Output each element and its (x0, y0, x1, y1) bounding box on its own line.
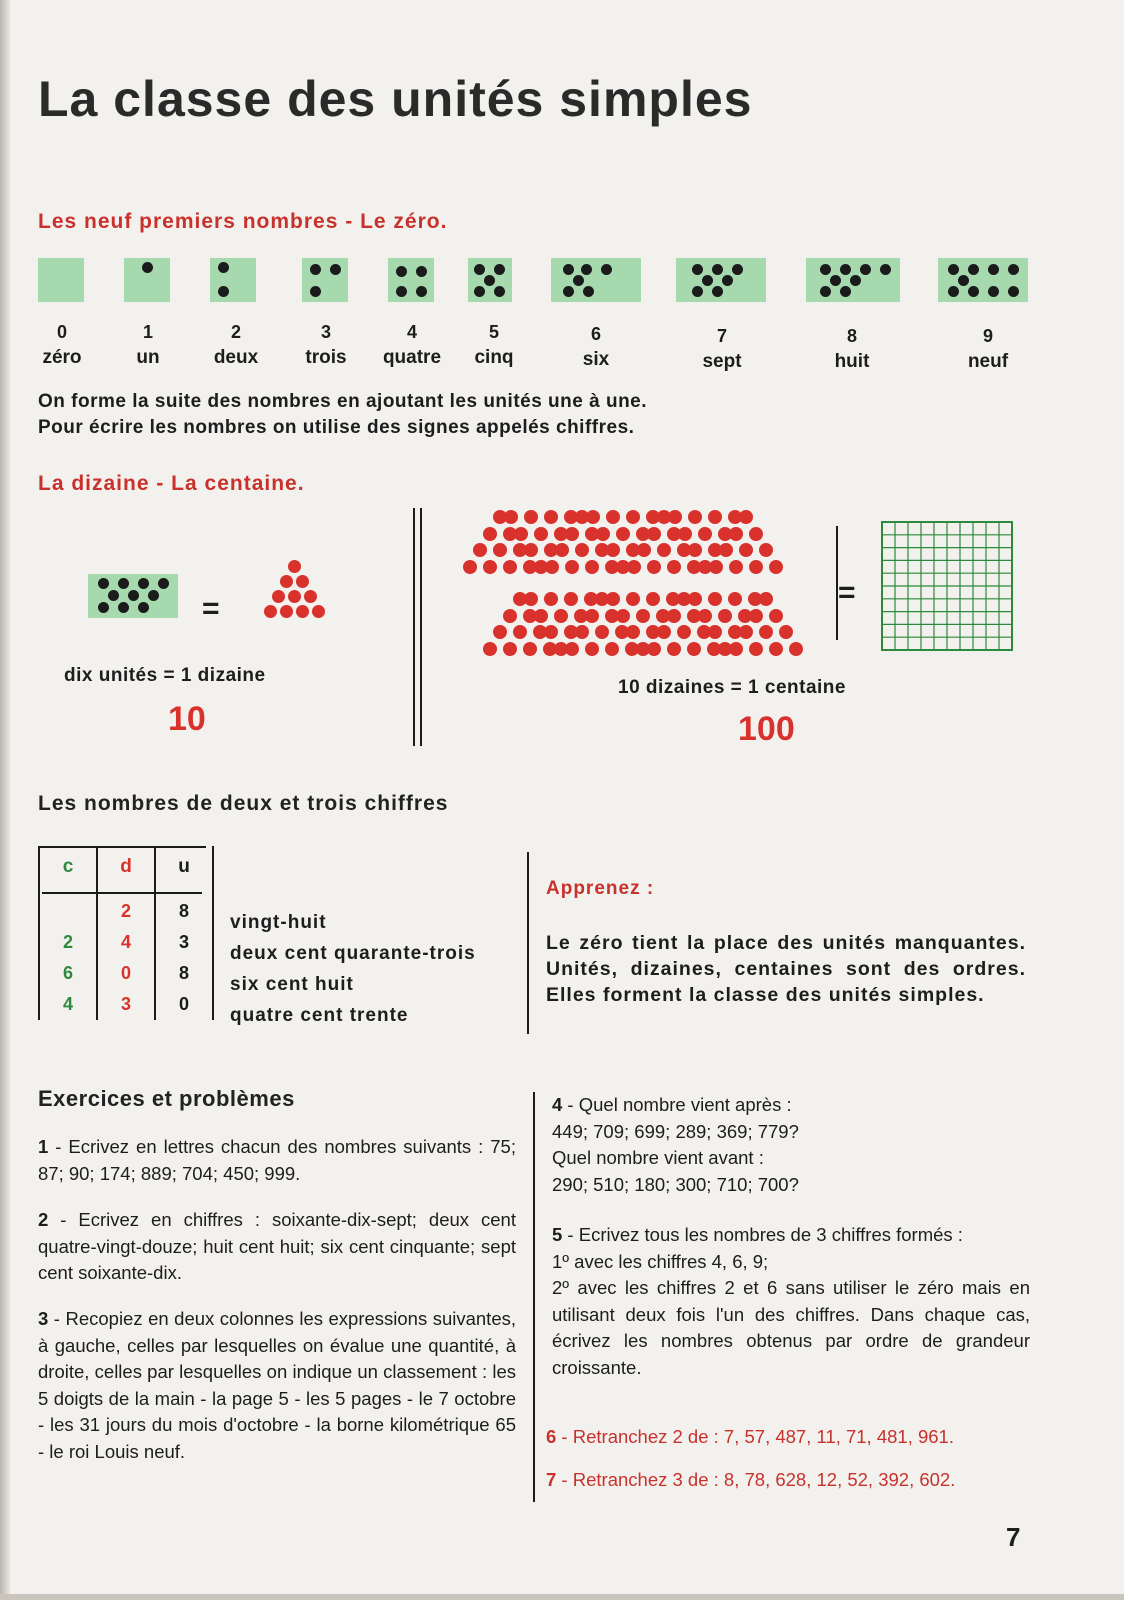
red-dot (728, 510, 742, 524)
red-dot (646, 625, 660, 639)
exercise-4: 4 - Quel nombre vient après : 449; 709; 699; 289; 369; 779? Quel nombre vient avant : 290; 510; 180; 300; 710; 700? (552, 1092, 1032, 1198)
dizaine-tile (88, 574, 178, 618)
red-dot (636, 609, 650, 623)
red-dot (544, 510, 558, 524)
cell-c: 2 (39, 927, 97, 958)
red-dot (667, 642, 681, 656)
black-dot (118, 578, 129, 589)
digit: 0 (56, 322, 67, 342)
red-dot (534, 609, 548, 623)
black-dot (573, 275, 584, 286)
black-dot (968, 264, 979, 275)
double-bar-right (420, 508, 422, 746)
number-word: deux (213, 347, 259, 368)
cell-d: 4 (97, 927, 155, 958)
red-dot (524, 543, 538, 557)
exercises-heading: Exercices et problèmes (38, 1086, 295, 1111)
exercise-5-number: 5 (552, 1224, 563, 1245)
exercise-7-number: 7 (546, 1469, 557, 1490)
red-dot (708, 510, 722, 524)
cell-d: 2 (97, 896, 155, 927)
red-dot (564, 510, 578, 524)
red-dot (514, 527, 528, 541)
black-dot (1008, 286, 1019, 297)
dot-tile-3 (302, 258, 348, 302)
black-dot (601, 264, 612, 275)
red-dot (280, 575, 293, 588)
black-dot (563, 264, 574, 275)
table-row (39, 958, 213, 989)
red-dot (606, 592, 620, 606)
red-dot (779, 625, 793, 639)
red-dot (718, 527, 732, 541)
black-dot (142, 262, 153, 273)
red-dot (312, 605, 325, 618)
dot-tile-9 (938, 258, 1028, 302)
number-word: un (136, 347, 160, 368)
black-dot (840, 264, 851, 275)
red-dot (606, 510, 620, 524)
cell-u: 8 (155, 958, 213, 989)
red-dot (483, 642, 497, 656)
red-dot (647, 560, 661, 574)
black-dot (330, 264, 341, 275)
red-dot (708, 592, 722, 606)
cell-u: 0 (155, 989, 213, 1020)
dot-tile-8 (806, 258, 900, 302)
red-dot (544, 625, 558, 639)
black-dot (840, 286, 851, 297)
red-dot (288, 560, 301, 573)
red-dot (596, 527, 610, 541)
red-dot (483, 527, 497, 541)
exercise-separator (533, 1092, 535, 1502)
black-dot (581, 264, 592, 275)
red-dot (749, 642, 763, 656)
black-dot (138, 602, 149, 613)
red-dot (677, 625, 691, 639)
red-dot (738, 609, 752, 623)
exercise-4-line4: 290; 510; 180; 300; 710; 700? (552, 1173, 799, 1195)
black-dot (880, 264, 891, 275)
red-dot (678, 527, 692, 541)
dizaine-number: 10 (168, 700, 206, 738)
cell-u: 3 (155, 927, 213, 958)
red-dot (504, 510, 518, 524)
dot-tile-6 (551, 258, 641, 302)
red-dot (524, 510, 538, 524)
row-word-2: deux cent quarante-trois (230, 943, 476, 964)
red-dot (769, 609, 783, 623)
black-dot (988, 286, 999, 297)
exercise-5-line3: 2º avec les chiffres 2 et 6 sans utiliser le zéro mais en utilisant deux fois l'un des chiffres. Dans chaque cas, écrivez les nombres obtenus par ordre de grandeur croissante. (552, 1277, 1030, 1378)
black-dot (732, 264, 743, 275)
number-label-2 (196, 322, 276, 369)
number-word: sept (702, 351, 742, 372)
header-c: c (39, 846, 97, 888)
red-dot (584, 592, 598, 606)
black-dot (474, 286, 485, 297)
black-dot (118, 602, 129, 613)
number-word: six (582, 349, 610, 370)
red-dot (523, 642, 537, 656)
red-dot (729, 560, 743, 574)
red-dot (748, 592, 762, 606)
red-dot (739, 543, 753, 557)
exercise-5: 5 - Ecrivez tous les nombres de 3 chiffres formés : 1º avec les chiffres 4, 6, 9; 2º avec les chiffres 2 et 6 sans utiliser le zéro mais en utilisant deux fois l'un des chiffres. Dans chaque cas, écrivez les nombres obtenus par ordre de grandeur croissante. (552, 1222, 1030, 1381)
cdu-table (38, 846, 214, 1020)
number-word: cinq (474, 347, 514, 368)
learn-text: Le zéro tient la place des unités manquantes. Unités, dizaines, centaines sont des ordres. Elles forment la classe des unités simples. (546, 932, 1026, 1006)
black-dot (218, 286, 229, 297)
number-label-9 (948, 326, 1028, 373)
digit: 8 (846, 326, 857, 346)
table-header-rule (42, 892, 202, 894)
red-dot (626, 592, 640, 606)
number-word: trois (305, 347, 347, 368)
hundred-grid (880, 520, 1016, 652)
red-dot (718, 609, 732, 623)
red-dot (646, 592, 660, 606)
centaine-number: 100 (738, 710, 795, 748)
page-edge (0, 0, 10, 1600)
red-dot (759, 625, 773, 639)
black-dot (416, 286, 427, 297)
red-dot (574, 609, 588, 623)
exercise-1-text: Ecrivez en lettres chacun des nombres suivants : 75; 87; 90; 174; 889; 704; 450; 999. (38, 1136, 516, 1184)
red-dot (544, 543, 558, 557)
red-dot (688, 510, 702, 524)
exercise-4-line2: 449; 709; 699; 289; 369; 779? (552, 1120, 799, 1142)
red-dot (595, 625, 609, 639)
black-dot (820, 264, 831, 275)
black-dot (850, 275, 861, 286)
red-dot (698, 609, 712, 623)
red-dot (656, 609, 670, 623)
exercise-6-number: 6 (546, 1426, 557, 1447)
exercise-4-line1: Quel nombre vient après : (578, 1094, 792, 1115)
red-dot (524, 592, 538, 606)
red-dot (554, 609, 568, 623)
number-label-4 (372, 322, 452, 369)
red-dot (708, 543, 722, 557)
section-heading-deux-trois-chiffres: Les nombres de deux et trois chiffres (38, 792, 449, 815)
red-dot (296, 575, 309, 588)
black-dot (484, 275, 495, 286)
dot-tile-0 (38, 258, 84, 302)
black-dot (702, 275, 713, 286)
red-dot (728, 625, 742, 639)
black-dot (474, 264, 485, 275)
red-dot (554, 642, 568, 656)
exercise-2-number: 2 (38, 1209, 49, 1230)
black-dot (494, 264, 505, 275)
red-dot (503, 642, 517, 656)
red-dot (575, 543, 589, 557)
red-dot (646, 510, 660, 524)
exercise-7-text: Retranchez 3 de : 8, 78, 628, 12, 52, 392, 602. (572, 1469, 956, 1490)
table-row (39, 896, 213, 927)
red-dot (698, 527, 712, 541)
dot-tile-1 (124, 258, 170, 302)
red-dot (503, 609, 517, 623)
red-dot (616, 527, 630, 541)
black-dot (494, 286, 505, 297)
number-label-7 (682, 326, 762, 373)
red-dot (616, 560, 630, 574)
red-dot (636, 642, 650, 656)
number-label-0 (22, 322, 102, 369)
cell-d: 0 (97, 958, 155, 989)
number-word: neuf (967, 351, 1009, 372)
black-dot (98, 602, 109, 613)
learn-heading: Apprenez : (546, 878, 655, 899)
number-word: huit (834, 351, 870, 372)
red-dot (626, 543, 640, 557)
page-bottom-edge (0, 1594, 1124, 1600)
digit: 4 (406, 322, 417, 342)
number-label-1 (108, 322, 188, 369)
number-label-6 (556, 324, 636, 371)
red-dot (264, 605, 277, 618)
black-dot (948, 286, 959, 297)
black-dot (218, 262, 229, 273)
cell-u: 8 (155, 896, 213, 927)
red-dot (493, 625, 507, 639)
header-u: u (155, 846, 213, 888)
section-heading-nombres: Les neuf premiers nombres - Le zéro. (38, 210, 448, 233)
page-title: La classe des unités simples (38, 71, 753, 127)
digit: 6 (590, 324, 601, 344)
black-dot (712, 264, 723, 275)
red-dot (473, 543, 487, 557)
red-dot (503, 560, 517, 574)
red-dot (759, 543, 773, 557)
black-dot (692, 264, 703, 275)
red-dot (606, 543, 620, 557)
black-dot (310, 286, 321, 297)
number-word: quatre (382, 347, 442, 368)
equals-sign-1: = (202, 592, 220, 625)
digit: 7 (716, 326, 727, 346)
red-dot (280, 605, 293, 618)
red-dot (688, 543, 702, 557)
red-dot (636, 527, 650, 541)
dot-tile-2 (210, 258, 256, 302)
black-dot (948, 264, 959, 275)
red-dot (534, 560, 548, 574)
black-dot (158, 578, 169, 589)
exercise-3-number: 3 (38, 1308, 49, 1329)
red-dot (493, 543, 507, 557)
dot-tile-7 (676, 258, 766, 302)
dot-tile-5 (468, 258, 512, 302)
digit: 5 (488, 322, 499, 342)
page-number: 7 (1006, 1522, 1021, 1552)
centaine-caption: 10 dizaines = 1 centaine (618, 677, 846, 698)
black-dot (820, 286, 831, 297)
exercise-4-line3: Quel nombre vient avant : (552, 1147, 764, 1168)
number-label-8 (812, 326, 892, 373)
exercise-5-line1: Ecrivez tous les nombres de 3 chiffres formés : (578, 1224, 963, 1245)
black-dot (396, 266, 407, 277)
learn-separator (527, 852, 529, 1034)
black-dot (396, 286, 407, 297)
number-label-3 (286, 322, 366, 369)
dot-tile-4 (388, 258, 434, 302)
red-dot (687, 642, 701, 656)
table-row (39, 927, 213, 958)
double-bar-left (413, 508, 415, 746)
red-dot (586, 510, 600, 524)
red-dot (616, 609, 630, 623)
digit: 2 (230, 322, 241, 342)
red-dot (513, 625, 527, 639)
exercise-3-text: Recopiez en deux colonnes les expressions suivantes, à gauche, celles par lesquelles on évalue une quantité, à droite, celles par lesquelles on indique un classement : les 5 doigts de la main - la page 5 - les 5 pages - le 7 octobre - les 31 jours du mois d'octobre - la borne kilométrique 65 - le roi Louis neuf. (38, 1308, 516, 1462)
red-dot (534, 527, 548, 541)
red-dot (585, 642, 599, 656)
cell-c: 6 (39, 958, 97, 989)
red-dot (688, 592, 702, 606)
black-dot (563, 286, 574, 297)
red-dot (749, 560, 763, 574)
red-dot (708, 625, 722, 639)
text-chiffres: Pour écrire les nombres on utilise des signes appelés chiffres. (38, 417, 635, 438)
black-dot (148, 590, 159, 601)
black-dot (958, 275, 969, 286)
red-dot (728, 592, 742, 606)
exercise-3: 3 - Recopiez en deux colonnes les expressions suivantes, à gauche, celles par lesquelles on évalue une quantité, à droite, celles par lesquelles on indique un classement : les 5 doigts de la main - la page 5 - les 5 pages - le 7 octobre - les 31 jours du mois d'octobre - la borne kilométrique 65 - le roi Louis neuf. (38, 1308, 516, 1462)
red-dot (666, 592, 680, 606)
red-dot (698, 560, 712, 574)
row-word-1: vingt-huit (230, 912, 327, 933)
red-dot (626, 625, 640, 639)
exercise-5-line2: 1º avec les chiffres 4, 6, 9; (552, 1250, 769, 1272)
number-word: zéro (42, 347, 82, 368)
red-dot (769, 560, 783, 574)
exercise-2-text: Ecrivez en chiffres : soixante-dix-sept; deux cent quatre-vingt-douze; huit cent huit; six cent cinquante; sept cent soixante-dix. (38, 1209, 516, 1283)
red-dot (554, 527, 568, 541)
row-word-3: six cent huit (230, 974, 354, 995)
black-dot (128, 590, 139, 601)
red-dot (565, 560, 579, 574)
black-dot (712, 286, 723, 297)
red-dot (564, 592, 578, 606)
exercise-6-text: Retranchez 2 de : 7, 57, 487, 11, 71, 481, 961. (572, 1426, 954, 1447)
red-dot (564, 625, 578, 639)
section-heading-dizaine: La dizaine - La centaine. (38, 472, 305, 495)
equals-sign-2: = (838, 576, 856, 609)
digit: 9 (982, 326, 993, 346)
red-dot (288, 590, 301, 603)
black-dot (583, 286, 594, 297)
cell-c: 4 (39, 989, 97, 1020)
red-dot (668, 510, 682, 524)
number-label-5 (454, 322, 534, 369)
exercise-1-number: 1 (38, 1136, 49, 1157)
red-dot (657, 543, 671, 557)
table-row (39, 989, 213, 1020)
exercise-4-number: 4 (552, 1094, 563, 1115)
red-dot (544, 592, 558, 606)
black-dot (692, 286, 703, 297)
black-dot (988, 264, 999, 275)
digit: 1 (142, 322, 153, 342)
black-dot (722, 275, 733, 286)
red-dot (667, 560, 681, 574)
black-dot (1008, 264, 1019, 275)
red-dot (626, 510, 640, 524)
red-dot (789, 642, 803, 656)
black-dot (830, 275, 841, 286)
black-dot (98, 578, 109, 589)
text-suite: On forme la suite des nombres en ajoutant les unités une à une. (38, 391, 648, 412)
row-word-4: quatre cent trente (230, 1005, 409, 1026)
red-dot (272, 590, 285, 603)
header-d: d (97, 846, 155, 888)
black-dot (108, 590, 119, 601)
red-dot (304, 590, 317, 603)
exercise-1: 1 - Ecrivez en lettres chacun des nombres suivants : 75; 87; 90; 174; 889; 704; 450; 999. (38, 1136, 516, 1184)
dizaine-caption: dix unités = 1 dizaine (64, 665, 266, 686)
red-dot (769, 642, 783, 656)
red-dot (718, 642, 732, 656)
digit: 3 (320, 322, 331, 342)
black-dot (310, 264, 321, 275)
black-dot (860, 264, 871, 275)
exercise-2: 2 - Ecrivez en chiffres : soixante-dix-sept; deux cent quatre-vingt-douze; huit cent huit; six cent cinquante; sept cent soixante-dix. (38, 1209, 516, 1283)
red-dot (585, 560, 599, 574)
cell-c (39, 896, 97, 927)
exercise-7: 7 - Retranchez 3 de : 8, 78, 628, 12, 52, 392, 602. (546, 1469, 956, 1490)
black-dot (416, 266, 427, 277)
red-dot (749, 527, 763, 541)
black-dot (138, 578, 149, 589)
red-dot (605, 642, 619, 656)
cell-d: 3 (97, 989, 155, 1020)
red-dot (483, 560, 497, 574)
red-dot (463, 560, 477, 574)
red-dot (296, 605, 309, 618)
black-dot (968, 286, 979, 297)
exercise-6: 6 - Retranchez 2 de : 7, 57, 487, 11, 71, 481, 961. (546, 1426, 954, 1447)
